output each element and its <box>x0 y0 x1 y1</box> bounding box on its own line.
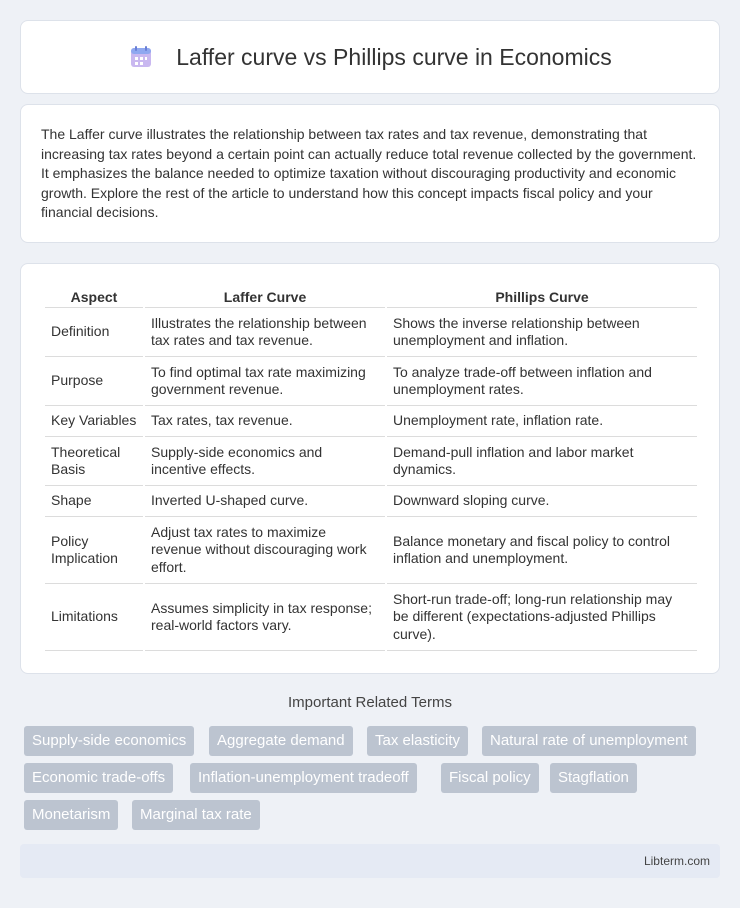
term-tag[interactable]: Natural rate of unemployment <box>482 726 696 756</box>
intro-card <box>20 104 720 243</box>
table-header-row <box>45 284 697 308</box>
cell-laffer: Tax rates, tax revenue. <box>145 406 385 437</box>
cell-aspect: Definition <box>45 308 143 357</box>
table-row <box>45 584 697 651</box>
cell-laffer: Illustrates the relationship between tax rates and tax revenue. <box>145 308 385 357</box>
term-tag[interactable]: Stagflation <box>550 763 637 793</box>
cell-laffer: Assumes simplicity in tax response; real-world factors vary. <box>145 584 385 651</box>
term-tag[interactable]: Aggregate demand <box>209 726 353 756</box>
table-row <box>45 357 697 406</box>
table-row <box>45 517 697 584</box>
term-tag[interactable]: Inflation-unemployment tradeoff <box>190 763 417 793</box>
header-aspect: Aspect <box>45 284 143 308</box>
cell-phillips: Balance monetary and fiscal policy to control inflation and unemployment. <box>387 517 697 584</box>
cell-phillips: Short-run trade-off; long-run relationship may be different (expectations-adjusted Phillips curve). <box>387 584 697 651</box>
cell-laffer: Supply-side economics and incentive effects. <box>145 437 385 486</box>
cell-aspect: Theoretical Basis <box>45 437 143 486</box>
cell-aspect: Policy Implication <box>45 517 143 584</box>
cell-phillips: To analyze trade-off between inflation and unemployment rates. <box>387 357 697 406</box>
related-terms-title: Important Related Terms <box>288 694 452 711</box>
title-card <box>20 20 720 94</box>
footer-site-link[interactable]: Libterm.com <box>643 854 710 868</box>
term-tag[interactable]: Marginal tax rate <box>132 800 260 830</box>
cell-aspect: Limitations <box>45 584 143 651</box>
comparison-table <box>43 284 699 651</box>
intro-paragraph: The Laffer curve illustrates the relationship between tax rates and tax revenue, demonstrating that increasing tax rates beyond a certain point can actually reduce total revenue collected by the government. It emphasizes the balance needed to optimize taxation without discouraging productivity and economic growth. Explore the rest of the article to understand how this concept impacts fiscal policy and your financial decisions. <box>41 126 697 221</box>
cell-laffer: To find optimal tax rate maximizing government revenue. <box>145 357 385 406</box>
cell-laffer: Inverted U-shaped curve. <box>145 486 385 517</box>
term-tag[interactable]: Fiscal policy <box>441 763 539 793</box>
term-tag[interactable]: Economic trade-offs <box>24 763 173 793</box>
header-phillips: Phillips Curve <box>387 284 697 308</box>
table-row <box>45 406 697 437</box>
cell-aspect: Shape <box>45 486 143 517</box>
table-row <box>45 308 697 357</box>
cell-phillips: Demand-pull inflation and labor market dynamics. <box>387 437 697 486</box>
table-row <box>45 486 697 517</box>
footer <box>20 844 720 878</box>
calendar-icon <box>128 44 154 70</box>
cell-aspect: Key Variables <box>45 406 143 437</box>
page-title: Laffer curve vs Phillips curve in Economics <box>176 43 612 70</box>
cell-phillips: Unemployment rate, inflation rate. <box>387 406 697 437</box>
header-laffer: Laffer Curve <box>145 284 385 308</box>
cell-laffer: Adjust tax rates to maximize revenue without discouraging work effort. <box>145 517 385 584</box>
comparison-card <box>20 263 720 674</box>
cell-aspect: Purpose <box>45 357 143 406</box>
table-row <box>45 437 697 486</box>
term-tag[interactable]: Supply-side economics <box>24 726 194 756</box>
term-tag[interactable]: Tax elasticity <box>367 726 468 756</box>
cell-phillips: Shows the inverse relationship between unemployment and inflation. <box>387 308 697 357</box>
term-tag[interactable]: Monetarism <box>24 800 118 830</box>
cell-phillips: Downward sloping curve. <box>387 486 697 517</box>
